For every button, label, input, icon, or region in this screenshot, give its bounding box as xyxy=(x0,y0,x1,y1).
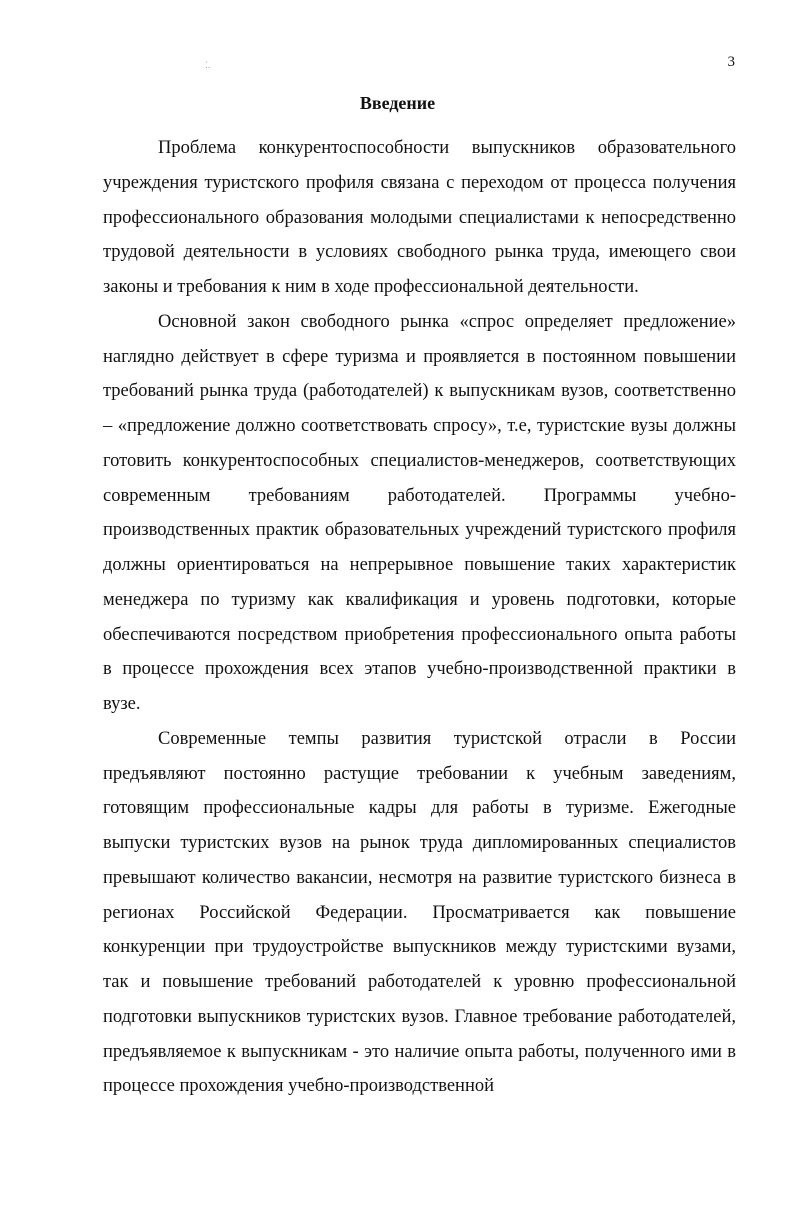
body-text xyxy=(103,131,736,1104)
scan-artifact: ⁚. xyxy=(205,60,211,70)
paragraph-3: Современные темпы развития туристской отрасли в России предъявляют постоянно растущие требовании к учебным заведениям, готовящим профессиональные кадры для работы в туризме. Ежегодные выпуски туристских вузов на рынок труда дипломированных специалистов превышают количество вакансии, несмотря на развитие туристского бизнеса в регионах Российской Федерации. Просматривается как повышение конкуренции при трудоустройстве выпускников между туристскими вузами, так и повышение требований работодателей к уровню профессиональной подготовки выпускников туристских вузов. Главное требование работодателей, предъявляемое к выпускникам - это наличие опыта работы, полученного ими в процессе прохождения учебно-производственной xyxy=(103,728,736,1097)
paragraph-1: Проблема конкурентоспособности выпускников образовательного учреждения туристского профиля связана с переходом от процесса получения профессионального образования молодыми специалистами к непосредственно трудовой деятельности в условиях свободного рынка труда, имеющего свои законы и требования к ним в ходе профессиональной деятельности. xyxy=(103,138,736,297)
page-number: 3 xyxy=(727,54,735,70)
section-title: Введение xyxy=(359,93,436,113)
paragraph-2: Основной закон свободного рынка «спрос определяет предложение» наглядно действует в сфере туризма и проявляется в постоянном повышении требований рынка труда (работодателей) к выпускникам вузов, соответственно – «предложение должно соответствовать спросу», т.е, туристские вузы должны готовить конкурентоспособных специалистов-менеджеров, соответствующих современным требованиям работодателей. Программы учебно-производственных практик образовательных учреждений туристского профиля должны ориентироваться на непрерывное повышение таких характеристик менеджера по туризму как квалификация и уровень подготовки, которые обеспечиваются посредством приобретения профессионального опыта работы в процессе прохождения всех этапов учебно-производственной практики в вузе. xyxy=(103,311,736,714)
